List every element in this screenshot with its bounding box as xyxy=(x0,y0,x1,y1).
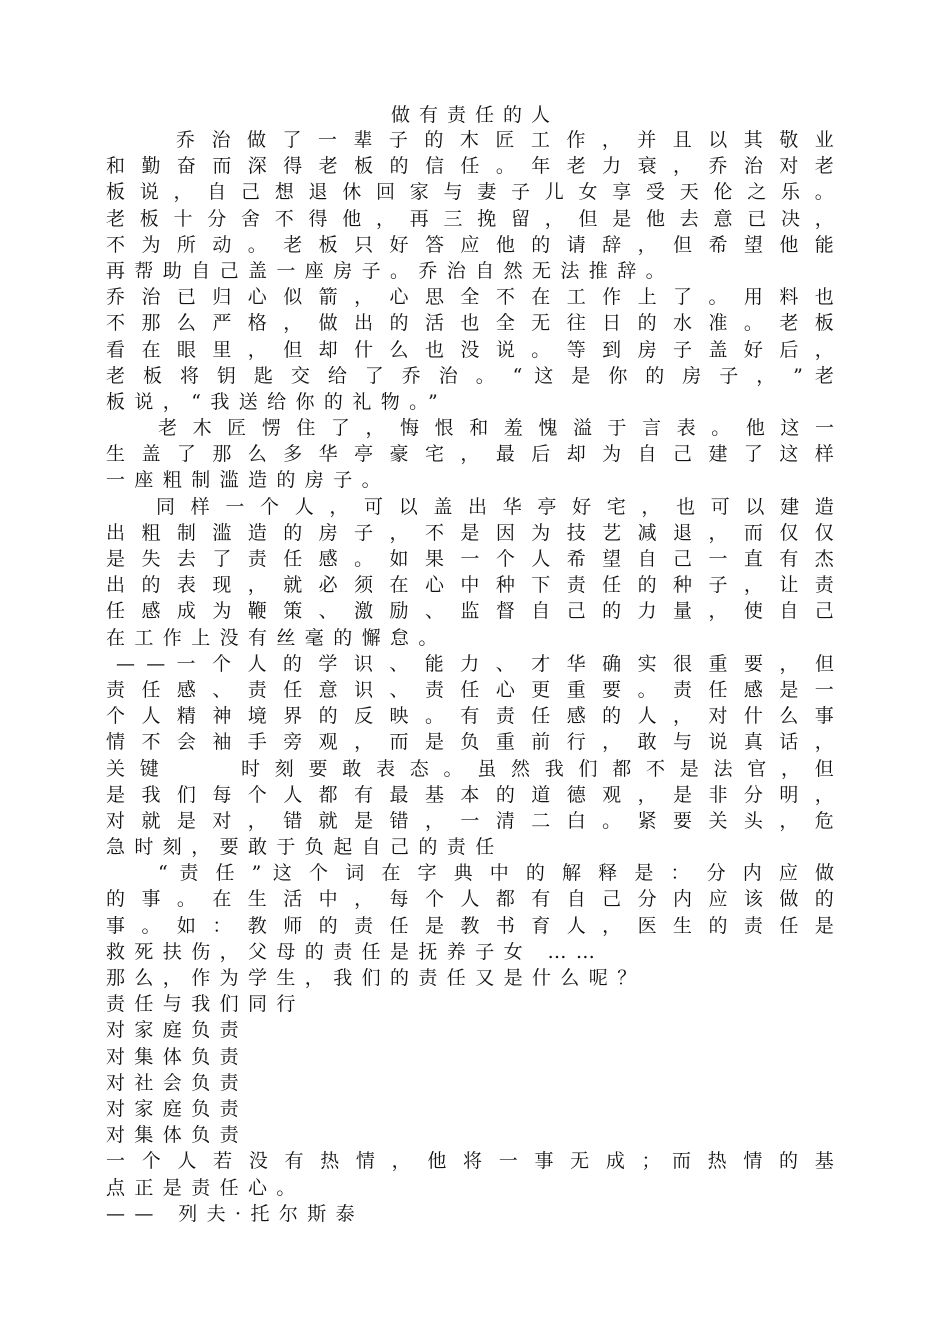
text-line: 乔 治 已 归 心 似 箭 ， 心 思 全 不 在 工 作 上 了 。 用 料 也 xyxy=(106,286,834,309)
text-line: 责 任 感 、 责 任 意 识 、 责 任 心 更 重 要 。 责 任 感 是 一 xyxy=(106,678,834,701)
text-line: 是 失 去 了 责 任 感 。 如 果 一 个 人 希 望 自 己 一 直 有 杰 xyxy=(106,548,834,570)
list-item: 对家庭负责 xyxy=(106,1019,249,1042)
text-line: 急时刻，要敢于负起自己的责任 xyxy=(106,836,504,859)
text-line: — — 一 个 人 的 学 识 、 能 力 、 才 华 确 实 很 重 要 ， 但 xyxy=(116,652,834,675)
text-line: 不 那 么 严 格 ， 做 出 的 活 也 全 无 往 日 的 水 准 。 老 板 xyxy=(106,312,834,335)
text-line: 个 人 精 神 境 界 的 反 映 。 有 责 任 感 的 人 ， 对 什 么 事 xyxy=(106,705,834,728)
body-text xyxy=(106,127,834,1227)
text-line: 再帮助自己盖一座房子。乔治自然无法推辞。 xyxy=(106,259,675,282)
text-line: 乔 治 做 了 一 辈 子 的 木 匠 工 作 ， 并 且 以 其 敬 业 xyxy=(176,129,834,151)
text-line: 任 感 成 为 鞭 策 、 激 励 、 监 督 自 己 的 力 量 ， 使 自 己 xyxy=(106,600,834,623)
list-item: 对社会负责 xyxy=(106,1071,249,1094)
text-line: 对 就 是 对 ， 错 就 是 错 ， 一 清 二 白 。 紧 要 关 头 ， 危 xyxy=(106,809,834,832)
text-line: 生 盖 了 那 么 多 华 亭 豪 宅 ， 最 后 却 为 自 己 建 了 这 样 xyxy=(106,443,834,466)
text-line: 老 板 十 分 舍 不 得 他 ， 再 三 挽 留 ， 但 是 他 去 意 已 决 ， xyxy=(106,207,834,230)
list-item: 对集体负责 xyxy=(106,1045,249,1068)
text-line: 老 板 将 钥 匙 交 给 了 乔 治 。 “ 这 是 你 的 房 子 ， ” 老 xyxy=(106,364,834,387)
text-line: 责任与我们同行 xyxy=(106,993,305,1016)
quote-line: 点正是责任心。 xyxy=(106,1176,305,1199)
text-line: 的 事 。 在 生 活 中 ， 每 个 人 都 有 自 己 分 内 应 该 做 的 xyxy=(106,888,834,911)
list-item: 对集体负责 xyxy=(106,1124,249,1147)
text-line: 出 的 表 现 ， 就 必 须 在 心 中 种 下 责 任 的 种 子 ， 让 责 xyxy=(106,574,834,597)
page-title: 做有责任的人 xyxy=(390,104,559,126)
text-line: 事 。 如 ： 教 师 的 责 任 是 教 书 育 人 ， 医 生 的 责 任 是 xyxy=(106,914,834,937)
text-line: 老 木 匠 愣 住 了 ， 悔 恨 和 羞 愧 溢 于 言 表 。 他 这 一 xyxy=(158,417,834,440)
text-line: 是 我 们 每 个 人 都 有 最 基 本 的 道 德 观 ， 是 非 分 明 ， xyxy=(106,783,834,806)
list-item: 对家庭负责 xyxy=(106,1097,249,1120)
text-line: 那么，作为学生，我们的责任又是什么呢？ xyxy=(106,967,646,989)
text-line: 情 不 会 袖 手 旁 观 ， 而 是 负 重 前 行 ， 敢 与 说 真 话 ， xyxy=(106,731,834,754)
text-line: 出 粗 制 滥 造 的 房 子 ， 不 是 因 为 技 艺 减 退 ， 而 仅 仅 xyxy=(106,521,834,544)
text-line: 关 键 时 刻 要 敢 表 态 。 虽 然 我 们 都 不 是 法 官 ， 但 xyxy=(106,757,834,780)
text-line: 同 样 一 个 人 ， 可 以 盖 出 华 亭 好 宅 ， 也 可 以 建 造 xyxy=(156,495,834,518)
text-line: “ 责 任 ” 这 个 词 在 字 典 中 的 解 释 是 ： 分 内 应 做 xyxy=(158,862,835,885)
text-line: 板 说 ， 自 己 想 退 休 回 家 与 妻 子 儿 女 享 受 天 伦 之 乐 。 xyxy=(106,181,834,204)
text-line: 板说，“我送给你的礼物。” xyxy=(106,390,448,413)
text-line: 不 为 所 动 。 老 板 只 好 答 应 他 的 请 辞 ， 但 希 望 他 能 xyxy=(106,233,834,256)
text-line: 在工作上没有丝毫的懈怠。 xyxy=(106,626,447,649)
text-line: 救死扶伤，父母的责任是抚养子女 …… xyxy=(106,940,605,963)
text-line: 一座粗制滥造的房子。 xyxy=(106,469,391,492)
text-line: 和 勤 奋 而 深 得 老 板 的 信 任 。 年 老 力 衰 ， 乔 治 对 老 xyxy=(106,155,834,178)
text-line: 看 在 眼 里 ， 但 却 什 么 也 没 说 。 等 到 房 子 盖 好 后 ， xyxy=(106,338,834,361)
quote-line: 一 个 人 若 没 有 热 情 ， 他 将 一 事 无 成 ； 而 热 情 的 基 xyxy=(106,1150,834,1173)
quote-attribution: —— 列夫·托尔斯泰 xyxy=(106,1202,365,1225)
